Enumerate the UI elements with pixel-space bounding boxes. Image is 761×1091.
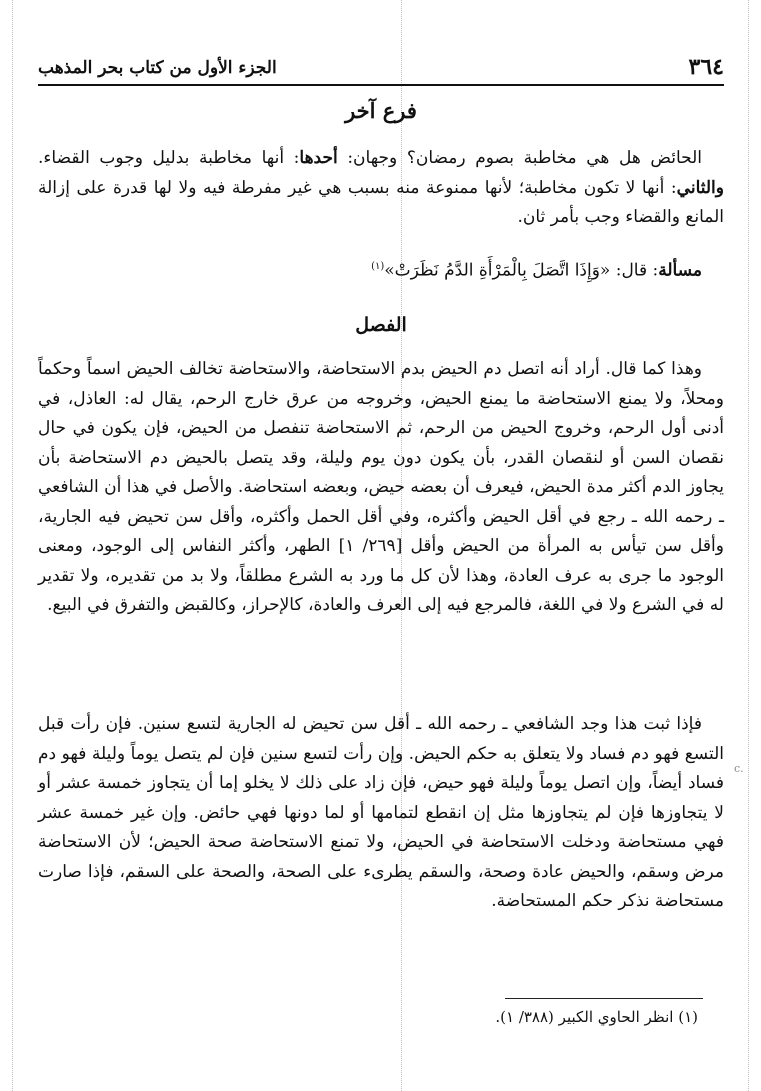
- masala-label: مسألة: [658, 260, 702, 281]
- p1-text-1: الحائض هل هي مخاطبة بصوم رمضان؟ وجهان:: [337, 148, 703, 168]
- scan-border-right: [748, 0, 749, 1091]
- margin-mark: c.: [734, 762, 744, 775]
- section-title-far-akhar: فرع آخر: [345, 98, 417, 123]
- p1-text-3: : أنها لا تكون مخاطبة؛ لأنها ممنوعة منه بسبب هي غير مفرطة فيه ولا لها قدرة على إزالة المانع والقضاء وجب بأمر ثان.: [38, 177, 724, 227]
- scan-border-left: [12, 0, 13, 1091]
- page-header: [38, 52, 724, 86]
- footnote-separator: [505, 998, 703, 999]
- quran-quote: «وَإِذَا اتَّصَلَ بِالْمَرْأَةِ الدَّمُ نَظَرَتْ»: [384, 260, 611, 281]
- p1-text-2: : أنها مخاطبة بدليل وجوب القضاء.: [38, 148, 300, 168]
- page-number: ٣٦٤: [688, 54, 724, 80]
- running-title: الجزء الأول من كتاب بحر المذهب: [38, 58, 277, 78]
- masala-text: : قال:: [610, 260, 659, 281]
- paragraph-1: [38, 144, 724, 233]
- section-title-fasl: الفصل: [355, 314, 407, 336]
- p1-bold-2: والثاني: [676, 177, 724, 198]
- p2-text: وهذا كما قال. أراد أنه اتصل دم الحيض بدم الاستحاضة، والاستحاضة تخالف الحيض اسماً وحكماً ومحلاً، ولا يمنع الاستحاضة ما يمنع الحيض، وخروجه من عرق خارج الرحم، يقال له: العاذل، في أدنى أول الرحم، وخروج الحيض من الرحم، ثم الاستحاضة تنفصل من الحيض، فإن يكون في حال نقصان السن أو لنقصان القدر، بأن يكون دون يوم وليلة، وقد يتصل بالحيض دم الاستحاضة بأن يجاوز الدم أكثر مدة الحيض، فيعرف أن بعضه حيض، وبعضه استحاضة. والأصل في هذا أن الشافعي ـ رحمه الله ـ رجع في أقل الحيض وأكثره، وفي أقل الحمل وأكثره، وأقل سن تحيض فيه الجارية، وأقل سن تيأس به المرأة من الحيض وأقل [٢٦٩/ ١] الطهر، وأكثر النفاس إلى الوجود، ومعنى الوجود ما جرى به عرف العادة، وهذا لأن كل ما ورد به الشرع مطلقاً، ولا بد من تقديره، ولا تقدير له في الشرع ولا في اللغة، فالمرجع فيه إلى العرف والعادة، كالإحراز، وكالقبض والتفرق في البيع.: [38, 359, 724, 615]
- p1-bold-1: أحدها: [299, 148, 338, 168]
- masala-line: [38, 252, 724, 286]
- footnote-ref: (١): [371, 261, 385, 272]
- footnote: (١) انظر الحاوي الكبير (٣٨٨/ ١).: [495, 1008, 698, 1026]
- paragraph-3: [38, 710, 724, 917]
- paragraph-2: [38, 355, 724, 621]
- p3-text: فإذا ثبت هذا وجد الشافعي ـ رحمه الله ـ أقل سن تحيض له الجارية لتسع سنين. فإن رأت قبل التسع فهو دم فساد ولا يتعلق به حكم الحيض. وإن رأت لتسع سنين فإن لم يتصل يوماً وليلة فهو دم فساد أيضاً، وإن اتصل يوماً وليلة فهو حيض، فإن زاد على ذلك لا يخلو إما أن يتجاوز خمسة عشر أو لا يتجاوزها فإن لم يتجاوزها مثل إن انقطع لتمامها أو لما دونها فهي حائض. وإن غير خمسة عشر فهي مستحاضة ودخلت الاستحاضة في الحيض، ولا تمنع الاستحاضة صحة الحيض؛ لأن الاستحاضة مرض وسقم، والحيض عادة وصحة، والسقم يطرىء على الصحة، والصحة على السقم، فإذا صارت مستحاضة نذكر حكم المستحاضة.: [38, 714, 724, 911]
